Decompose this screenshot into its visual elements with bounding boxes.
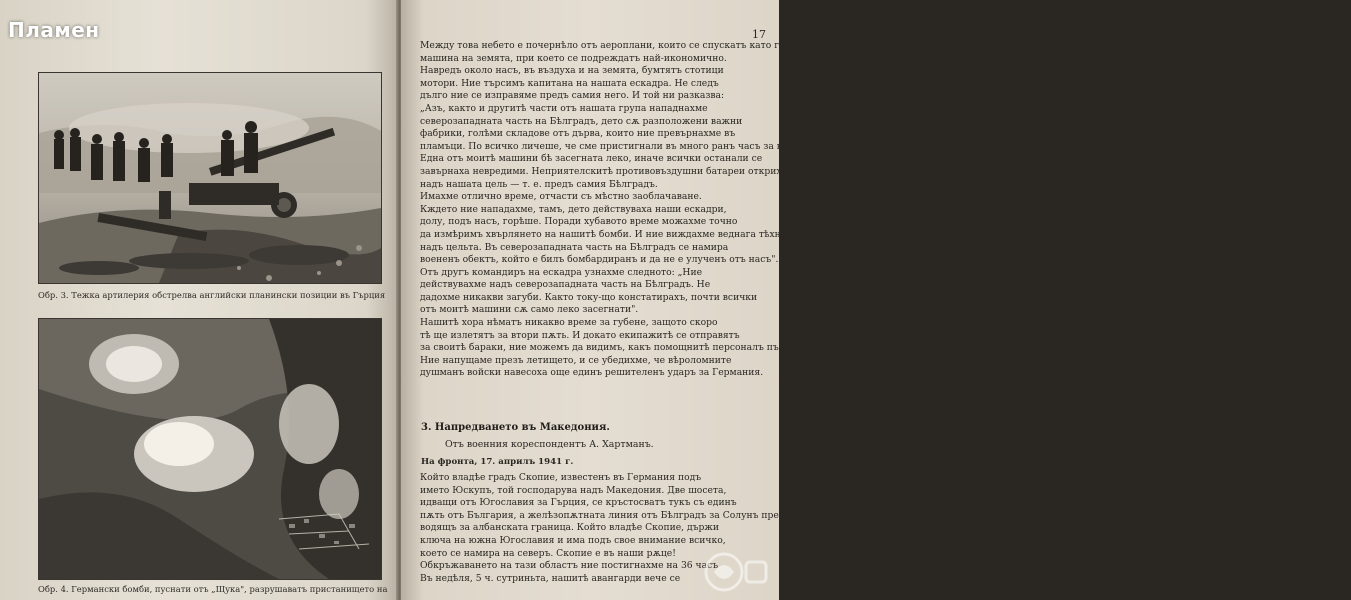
text-line: тѣ ще излетятъ за втори пѫть. И докато екипажитѣ се отправятъ xyxy=(420,329,740,341)
photo-caption-3: Обр. 3. Тежка артилерия обстрелва английски планински позиции въ Гърция xyxy=(38,290,386,300)
dateline: На фронта, 17. априлъ 1941 г. xyxy=(421,457,574,467)
text-line: идващи отъ Югославия за Гърция, се кръстосватъ тукъ съ единъ xyxy=(420,497,737,509)
text-line: името Юскупъ, той господарува надъ Македония. Две шосета, xyxy=(420,484,727,496)
text-line: водящъ за албанската граница. Който владѣе Скопие, държи xyxy=(420,522,719,534)
text-line: Въ недѣля, 5 ч. сутриньта, нашитѣ авангарди вече се xyxy=(420,572,681,584)
text-line: северозападната часть на Бѣлградъ, дето сѫ разположени важни xyxy=(420,115,743,127)
text-line: пѫть отъ България, а желѣзопѫтната линия отъ Бѣлградъ за Солунъ презъ Нишъ се сърезва при Скопие съ тѣснолинейния пѫть, xyxy=(420,509,1058,521)
text-line: долу, подъ насъ, горѣше. Поради хубавото време можахме точно xyxy=(420,216,738,228)
article-body-top xyxy=(420,40,1351,380)
watermark-label: Пламен xyxy=(8,18,100,42)
bombing-aerial-photo xyxy=(38,318,382,580)
text-line: воененъ обектъ, който е билъ бомбардиранъ и да не е улученъ отъ насъ". xyxy=(420,254,779,266)
text-line: „Азъ, както и другитѣ части отъ нашата група нападнахме xyxy=(420,102,708,114)
text-line: надъ цельта. Въ северозападната часть на Бѣлградъ се намира xyxy=(420,241,729,253)
text-line: надъ нашата цель — т. е. предъ самия Бѣлградъ. xyxy=(420,178,658,190)
marketplace-logo-icon xyxy=(700,548,770,596)
text-line: Ние напущаме презъ летището, и се убедихме, че вѣроломните xyxy=(420,354,732,366)
section-byline: Отъ военния кореспондентъ А. Хартманъ. xyxy=(445,439,654,450)
text-line: Имахме отлично време, отчасти съ мѣстно заоблачаване. xyxy=(420,191,702,203)
text-line: ключа на южна Югославия и има подъ свое внимание всичко, xyxy=(420,534,726,546)
text-line: Нашитѣ хора нѣматъ никакво време за губене, защото скоро xyxy=(420,317,718,329)
artillery-photo xyxy=(38,72,382,284)
text-line: което се намира на северъ. Скопие е въ наши рѫце! xyxy=(420,547,676,559)
text-line: дълго ние се изправяме предъ самия него. И той ни разказва: xyxy=(420,90,725,102)
text-line: фабрики, голѣми складове отъ дърва, които ние превърнахме въ xyxy=(420,128,736,140)
text-line: действувахме надъ северозападната часть на Бѣлградъ. Не xyxy=(420,279,711,291)
text-line: Обкръжаването на тази областъ ние постигнахме на 36 часъ xyxy=(420,560,719,572)
text-line: отъ моитѣ машини сѫ само леко засегнати". xyxy=(420,304,639,316)
text-line: дадохме никакви загуби. Както току-що констатирахъ, почти всички xyxy=(420,291,758,303)
text-line: Отъ другъ командиръ на ескадра узнахме следното: „Ние xyxy=(420,266,703,278)
text-line: машина на земята, при което се подреждатъ най-икономично. xyxy=(420,52,727,64)
photo-caption-4: Обр. 4. Германски бомби, пуснати отъ „Щука", разрушаватъ пристанището на xyxy=(38,584,388,594)
text-line: Една отъ моитѣ машини бѣ засегната леко, иначе всички останали се xyxy=(420,153,763,165)
text-line: душманъ войски навесоха още единъ решителенъ ударъ за Германия. xyxy=(420,367,764,379)
text-line: Който владѣе градъ Скопие, известенъ въ Германия подъ xyxy=(420,472,702,483)
left-page xyxy=(0,0,398,600)
text-line: Между това небето е почернѣло отъ аероплани, които се спускатъ като гигантски свѣтки отъ облацитѣ, кацайки машина следъ xyxy=(420,40,1046,51)
page-number: 17 xyxy=(752,28,766,41)
text-line: завърнаха невредими. Неприятелскитѣ противовъздушни батареи открихъ огънь, едва когато ние бѣхме вече xyxy=(420,165,958,177)
section-heading: 3. Напредването въ Македония. xyxy=(421,422,610,433)
text-line: пламъци. По всичко личеше, че сме пристигнали въ много ранъ часъ за югославянитѣ, които не бѣха ни най-малко очаквали. xyxy=(420,140,1039,152)
text-line: Кждето ние нападахме, тамъ, дето действуваха наши ескадри, xyxy=(420,203,727,215)
text-line: за своитѣ бараки, ние можемъ да видимъ, какъ помощнитѣ персоналъ пълни резервоаритѣ съ бензинъ и провѣрява моторитѣ. xyxy=(420,342,1038,354)
text-line: мотори. Ние търсимъ капитана на нашата ескадра. Не следъ xyxy=(420,77,719,89)
text-line: да измѣримъ хвърлянето на нашитѣ бомби. И ние виждахме веднага тѣхното действие и знаехме, че то бѣше отлично. Ние знаехме, че бѣхме натоварили тежки бомби. Тѣ се изсипаха точно xyxy=(420,228,1351,240)
text-line: Навредъ около насъ, въ въздуха и на земята, бумтятъ стотици xyxy=(420,65,724,77)
